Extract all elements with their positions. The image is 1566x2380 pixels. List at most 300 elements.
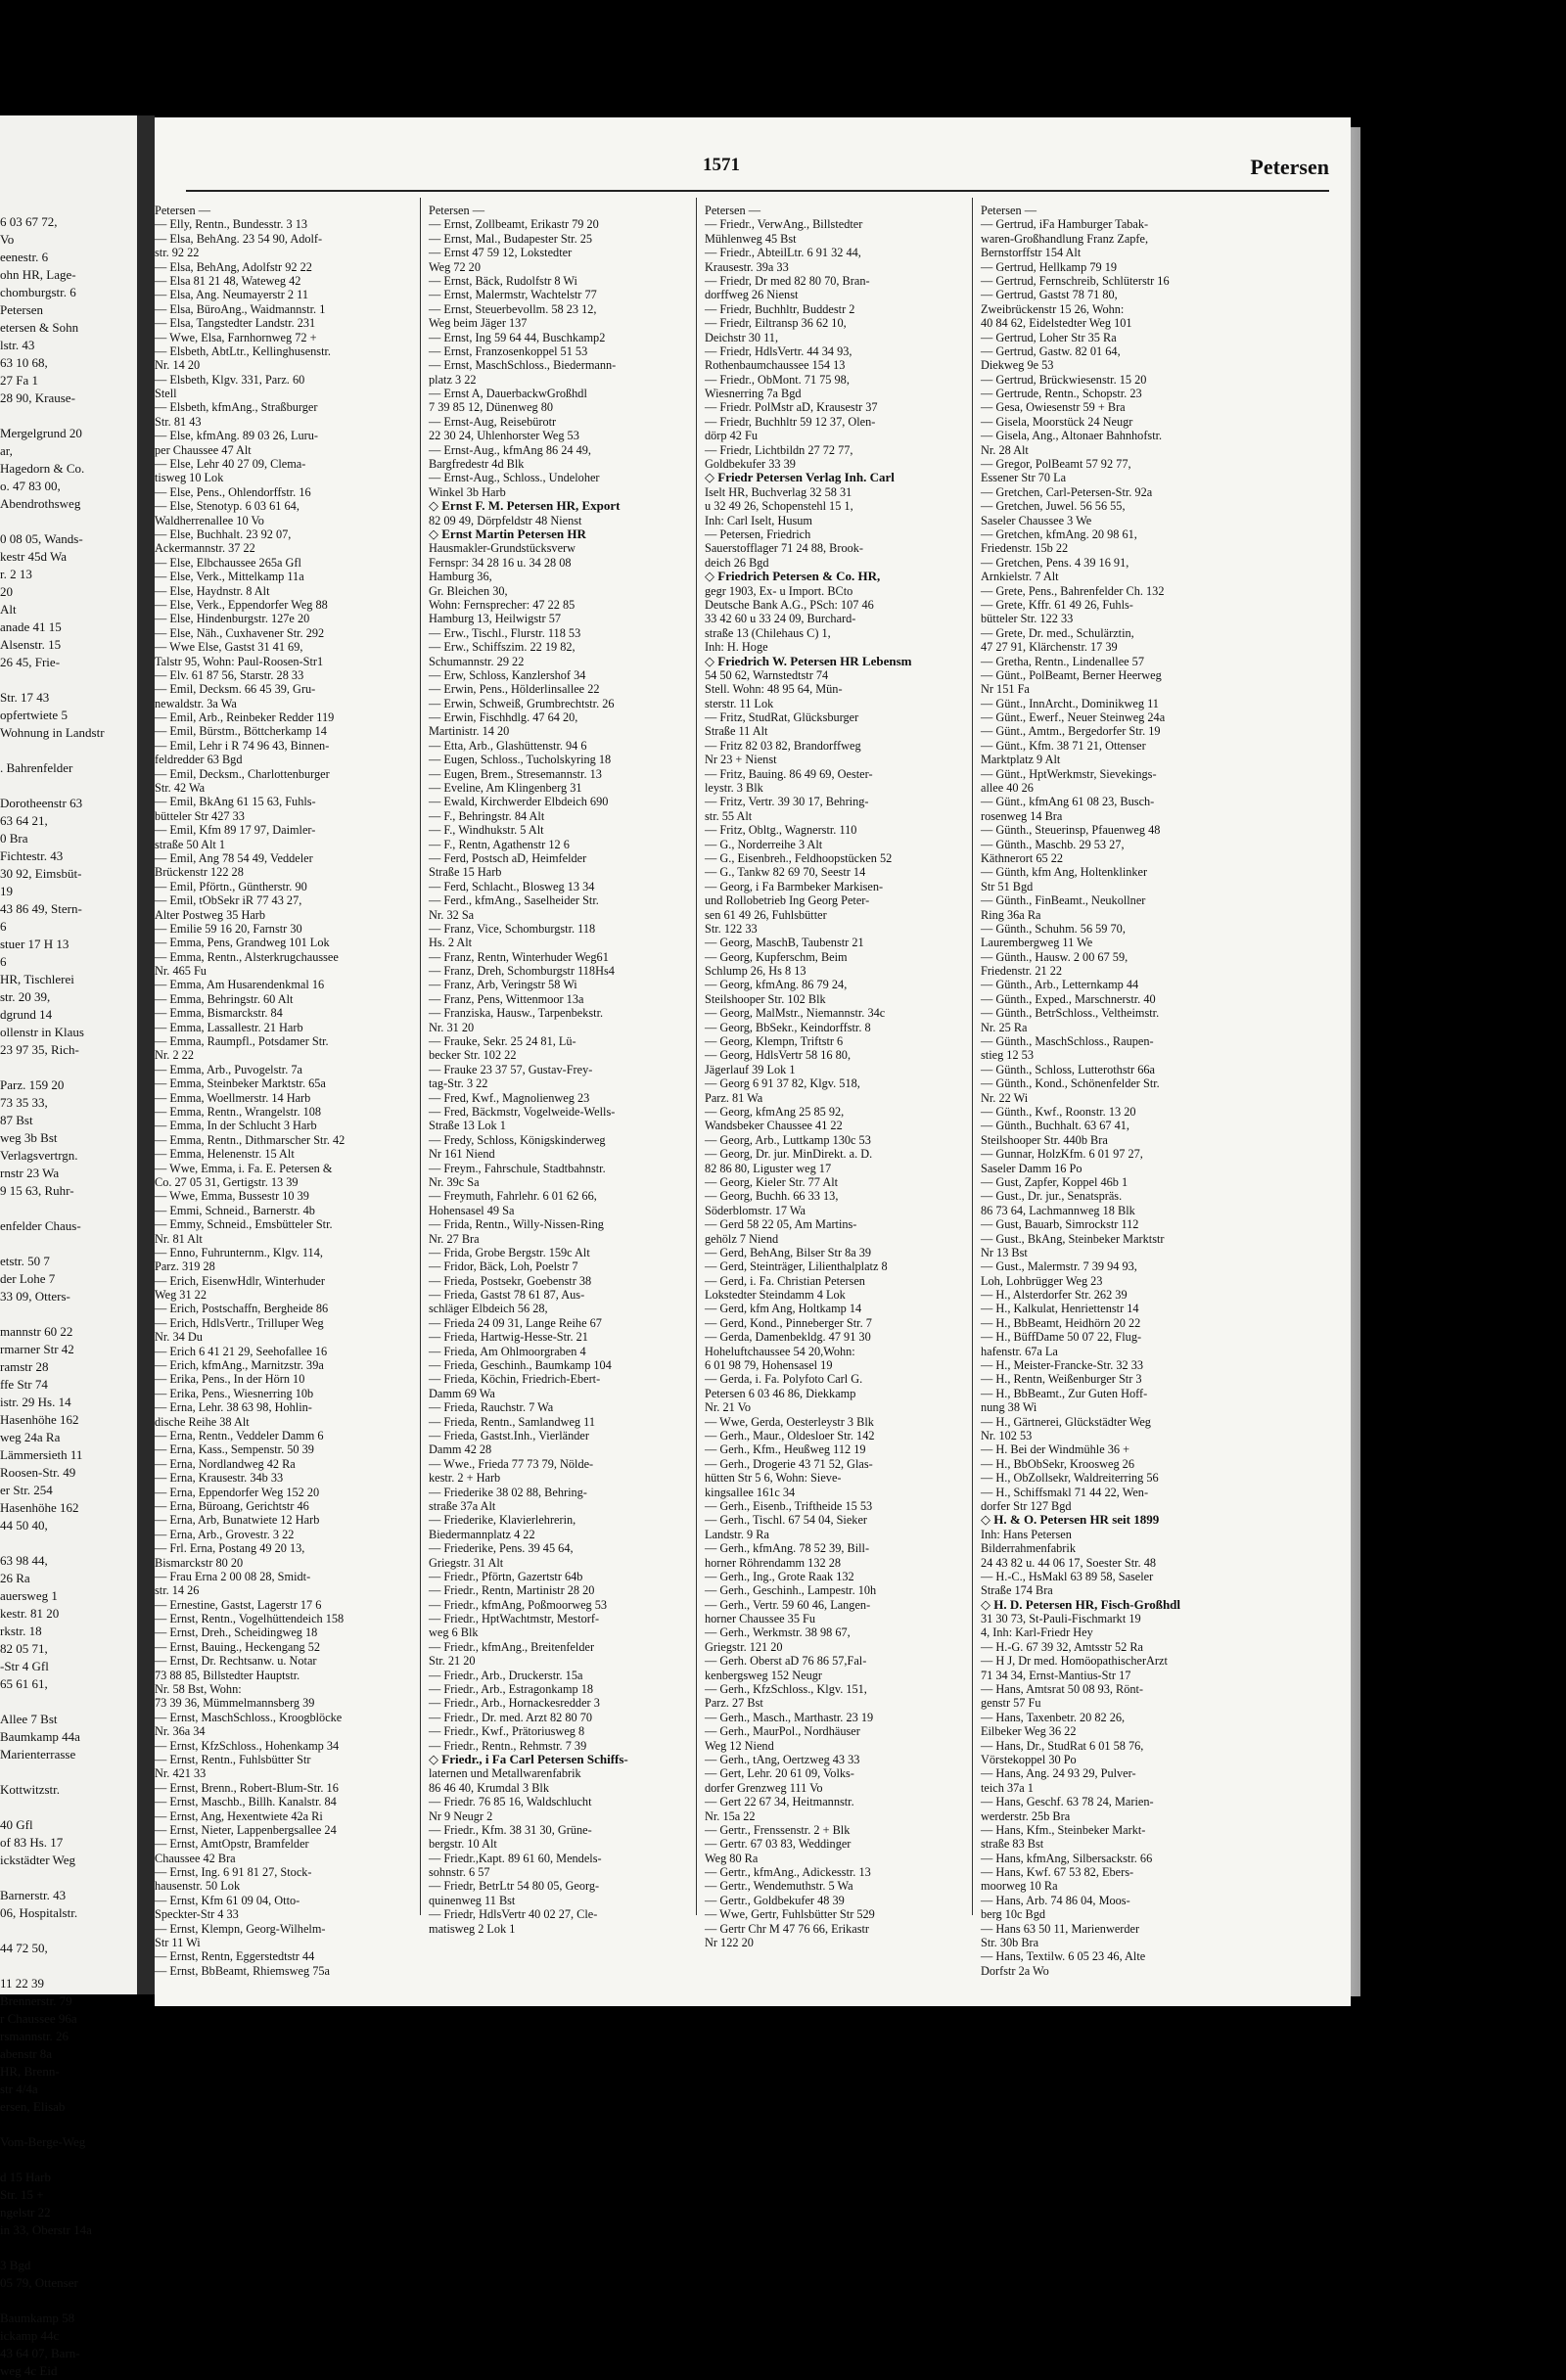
directory-entry-line: nung 38 Wi [981,1400,1037,1415]
directory-entry-line: dorffweg 26 Nienst [705,288,799,302]
directory-entry-line: Wandsbeker Chaussee 41 22 [705,1119,843,1133]
directory-entry-line: — Else, Näh., Cuxhavener Str. 292 [155,625,325,640]
directory-entry-line: — Günt., HptWerkmstr, Sievekings- [981,766,1157,781]
fragment-line: 40 Gfl [0,1817,33,1832]
directory-entry-line: Nr. 421 33 [155,1766,207,1781]
directory-entry-line: — Erich, HdlsVertr., Trilluper Weg [155,1315,324,1330]
directory-entry-line: — Friederike, Klavierlehrerin, [429,1513,576,1528]
directory-entry-line: Wiesnerring 7a Bgd [705,387,802,401]
directory-entry-line: — Friedr, HdlsVertr. 44 34 93, [705,343,852,358]
fragment-line: 44 50 40, [0,1518,48,1533]
directory-entry-line: matisweg 2 Lok 1 [429,1921,516,1936]
directory-entry-line: — Grete, Pens., Bahrenfelder Ch. 132 [981,583,1165,598]
directory-entry-line: str. 92 22 [155,246,200,260]
directory-entry-line: Talstr 95, Wohn: Paul-Roosen-Str1 [155,654,324,668]
directory-entry-line: — Else, Buchhalt. 23 92 07, [155,526,292,541]
directory-entry-line: horner Röhrendamm 132 28 [705,1555,841,1570]
directory-entry-line: — Hans, Geschf. 63 78 24, Marien- [981,1795,1154,1809]
directory-entry-line: — Emilie 59 16 20, Farnstr 30 [155,921,302,936]
fragment-line: ohn HR, Lage- [0,267,76,282]
directory-entry-line: — Gisela, Moorstück 24 Neugr [981,414,1133,429]
directory-entry-line: — Friedr., Dr. med. Arzt 82 80 70 [429,1710,593,1724]
directory-entry-line: — H., Schiffsmakl 71 44 22, Wen- [981,1485,1149,1499]
directory-entry-line: — Erw., Tischl., Flurstr. 118 53 [429,625,581,640]
directory-entry-line: — Günth., FinBeamt., Neukollner [981,893,1146,908]
directory-entry-line: — Ernst, BbBeamt, Rhiemsweg 75a [155,1963,330,1978]
fragment-line: weg 3b Bst [0,1130,58,1145]
directory-entry-line: — Günt., Amtm., Bergedorfer Str. 19 [981,724,1161,739]
fragment-line: Vo [0,232,15,247]
directory-entry-line: — Emma, Arb., Puvogelstr. 7a [155,1062,302,1076]
directory-entry-line: — Friedr., kfmAng, Poßmoorweg 53 [429,1597,608,1612]
directory-entry-line: Sauerstofflager 71 24 88, Brook- [705,541,863,556]
fragment-line: -Str 4 Gfl [0,1659,49,1673]
directory-entry-line: Rothenbaumchaussee 154 13 [705,358,846,373]
directory-entry-line: — Else, Elbchaussee 265a Gfl [155,555,301,570]
fragment-line: Allee 7 Bst [0,1712,58,1726]
directory-entry-line: Jägerlauf 39 Lok 1 [705,1062,796,1076]
directory-entry-line: — Günth., Buchhalt. 63 67 41, [981,1119,1129,1133]
directory-entry-line: Saseler Damm 16 Po [981,1161,1082,1175]
directory-entry-line: Stell [155,387,177,401]
directory-entry-line: Biedermannplatz 4 22 [429,1527,535,1541]
fragment-line [0,1059,137,1076]
directory-entry-line: — Frieda, Köchin, Friedrich-Ebert- [429,1372,601,1387]
directory-entry-line: Str. 122 33 [705,921,758,936]
directory-entry-line: — Frieda, Gastst 78 61 87, Aus- [429,1288,585,1303]
directory-entry-line: Käthnerort 65 22 [981,850,1064,865]
directory-entry-line: Goldbekufer 33 39 [705,457,796,472]
directory-entry-line: — Erna, Kass., Sempenstr. 50 39 [155,1442,314,1457]
directory-entry-line: dorfer Str 127 Bgd [981,1498,1072,1513]
directory-entry-line: 82 09 49, Dörpfeldstr 48 Nienst [429,513,582,527]
directory-entry-line: — H., BbObSekr, Kroosweg 26 [981,1456,1134,1471]
fragment-line [0,2151,137,2169]
directory-entry-line: — Ernst, Bäck, Rudolfstr 8 Wi [429,273,577,288]
directory-entry-line: Griegstr. 31 Alt [429,1555,504,1570]
fragment-line: ngelstr 22 [0,2205,51,2220]
directory-entry-line: Friedenstr. 15b 22 [981,541,1069,556]
directory-entry-line: Nr. 465 Fu [155,964,207,979]
fragment-line: ollenstr in Klaus [0,1025,84,1039]
directory-entry-line: 71 34 34, Ernst-Mantius-Str 17 [981,1668,1131,1682]
directory-entry-line: — H. Bei der Windmühle 36 + [981,1442,1130,1457]
directory-entry-line: — Emma, Helenenstr. 15 Alt [155,1147,295,1162]
directory-entry-line: — Erna, Nordlandweg 42 Ra [155,1456,296,1471]
directory-entry-line: — Freymuth, Fahrlehr. 6 01 62 66, [429,1189,597,1204]
directory-entry-line: — Hans, Kfm., Steinbeker Markt- [981,1822,1146,1837]
fragment-line: Abendrothsweg [0,496,81,511]
directory-entry-line: — Friedr.,Kapt. 89 61 60, Mendels- [429,1851,602,1865]
fragment-line: 05 79, Ottenser [0,2275,78,2290]
directory-entry-line: — G., Eisenbreh., Feldhoopstücken 52 [705,850,893,865]
directory-entry-line: Nr. 14 20 [155,358,201,373]
directory-entry-line: Friedenstr. 21 22 [981,964,1062,979]
directory-entry-line: kenbergsweg 152 Neugr [705,1668,822,1682]
directory-entry-line: Hs. 2 Alt [429,936,473,950]
fragment-line: str 4/4a [0,2082,38,2096]
directory-entry-line: — Ernst, Nieter, Lappenbergsallee 24 [155,1822,337,1837]
directory-entry-line: — Emma, Am Husarendenkmal 16 [155,978,325,992]
directory-entry-line: — Emma, Behringstr. 60 Alt [155,991,294,1006]
fragment-line [0,513,137,530]
directory-entry-line: — Friedr., Rentn., Rehmstr. 7 39 [429,1738,587,1753]
directory-entry-line: — Erna, Büroang, Gerichtstr 46 [155,1498,309,1513]
fragment-line: ar, [0,443,13,458]
directory-entry-line: 73 39 36, Mümmelmannsberg 39 [155,1696,315,1711]
directory-entry-line: feldredder 63 Bgd [155,753,243,767]
directory-entry-line: horner Chaussee 35 Fu [705,1612,816,1626]
directory-entry-line: 86 73 64, Lachmannweg 18 Blk [981,1203,1135,1217]
directory-entry-line: Weg 31 22 [155,1288,207,1303]
directory-entry-line: Stell. Wohn: 48 95 64, Mün- [705,682,843,697]
directory-entry-line: — H., Gärtnerei, Glückstädter Weg [981,1414,1151,1429]
directory-entry-line: — Gretchen, Pens. 4 39 16 91, [981,555,1129,570]
directory-entry-line: — Friederike 38 02 88, Behring- [429,1485,587,1499]
directory-entry-line: — Georg, Dr. jur. MinDirekt. a. D. [705,1147,873,1162]
directory-entry-line: Iselt HR, Buchverlag 32 58 31 [705,484,852,499]
directory-entry-line: Hoheluftchaussee 54 20,Wohn: [705,1344,855,1358]
fragment-line: eenestr. 6 [0,250,49,264]
fragment-line: 27 Fa 1 [0,373,38,388]
directory-entry-line: — Ernst, Rentn., Fuhlsbütter Str [155,1752,311,1766]
directory-entry-line: — Gregor, PolBeamt 57 92 77, [981,457,1131,472]
directory-entry-line: — Frieda, Am Ohlmoorgraben 4 [429,1344,586,1358]
directory-entry-line: — Erich, kfmAng., Marnitzstr. 39a [155,1358,324,1373]
fragment-line: 28 90, Krause- [0,390,75,405]
directory-entry-line: — Gertrud, Gastst 78 71 80, [981,288,1118,302]
directory-entry-line: Deutsche Bank A.G., PSch: 107 46 [705,597,874,612]
fragment-line: Barnerstr. 43 [0,1888,67,1902]
directory-entry-line: Nr. 58 Bst, Wohn: [155,1682,242,1697]
directory-entry-line: — Ernst, Ing. 6 91 81 27, Stock- [155,1865,312,1880]
directory-entry-line: — Gerda, Damenbekldg. 47 91 30 [705,1330,871,1345]
directory-entry-line: — H., BbBeamt., Zur Guten Hoff- [981,1386,1148,1400]
directory-entry-line: — Hans, Kwf. 67 53 82, Ebers- [981,1865,1134,1880]
directory-entry-line: — Georg, MaschB, Taubenstr 21 [705,936,864,950]
directory-entry-line: — Emil, Decksm., Charlottenburger [155,766,330,781]
directory-entry-line: — Gertrud, Fernschreib, Schlüterstr 16 [981,273,1170,288]
directory-entry-line: Vörstekoppel 30 Po [981,1752,1077,1766]
directory-entry-line: — Friedr, Dr med 82 80 70, Bran- [705,273,870,288]
directory-entry-line: — Elsa 81 21 48, Wateweg 42 [155,273,301,288]
directory-entry-line: — Ernestine, Gastst, Lagerstr 17 6 [155,1597,322,1612]
directory-entry-line: — Emil, Arb., Reinbeker Redder 119 [155,710,335,725]
fragment-line: er Str. 254 [0,1483,53,1497]
fragment-line: 65 61 61, [0,1676,48,1691]
fragment-line [0,742,137,759]
directory-entry-line: Straße 174 Bra [981,1583,1053,1598]
directory-entry-line: — Friedr., HptWachtmstr, Mestorf- [429,1612,600,1626]
directory-column-2 [429,204,688,1936]
directory-entry-line: — Emmy, Schneid., Emsbütteler Str. [155,1217,333,1232]
directory-entry-line: Schlump 26, Hs 8 13 [705,964,806,979]
directory-entry-line: — Georg, kfmAng 25 85 92, [705,1105,845,1119]
fragment-line: 20 [0,584,13,599]
directory-entry-line: 33 42 60 u 33 24 09, Burchard- [705,612,856,626]
directory-entry-line: — Friedr., Rentn, Martinistr 28 20 [429,1583,595,1598]
fragment-line [0,1200,137,1217]
directory-entry-line: ◇ Friedrich Petersen & Co. HR, [705,569,881,584]
directory-entry-line: 73 88 85, Billstedter Hauptstr. [155,1668,300,1682]
directory-entry-line: — Georg, Klempn, Triftstr 6 [705,1034,844,1049]
directory-entry-line: — Emmi, Schneid., Barnerstr. 4b [155,1203,315,1217]
fragment-line: 63 98 44, [0,1553,48,1568]
directory-entry-line: — Günth., Arb., Letternkamp 44 [981,978,1139,992]
directory-entry-line: Gr. Bleichen 30, [429,583,508,598]
directory-entry-line: per Chaussee 47 Alt [155,442,252,457]
directory-entry-line: — Gust, Bauarb, Simrockstr 112 [981,1217,1139,1232]
directory-entry-line: Bilderrahmenfabrik [981,1541,1076,1556]
fragment-line: Baumkamp 44a [0,1729,80,1744]
directory-entry-line: — Ernst, Dr. Rechtsanw. u. Notar [155,1654,317,1669]
fragment-line: Wohnung in Landstr [0,725,105,740]
directory-entry-line: — Gerh., MaurPol., Nordhäuser [705,1724,860,1739]
directory-entry-line: hausenstr. 50 Lok [155,1879,241,1894]
fragment-line: mannstr 60 22 [0,1324,73,1339]
directory-entry-line: — Gertrud, Loher Str 35 Ra [981,330,1117,344]
directory-entry-line: Essener Str 70 La [981,471,1067,485]
fragment-line: Kottwitzstr. [0,1782,61,1797]
directory-entry-line: — Ernst, Malermstr, Wachtelstr 77 [429,288,597,302]
directory-entry-line: — Elsbeth, Klgv. 331, Parz. 60 [155,372,305,387]
directory-entry-line: 86 46 40, Krumdal 3 Blk [429,1780,549,1795]
directory-entry-line: — Gretha, Rentn., Lindenallee 57 [981,654,1144,668]
fragment-line: ickamp 44c [0,2328,60,2343]
fragment-line [0,1534,137,1552]
directory-entry-line: — Gerh., Geschinh., Lampestr. 10h [705,1583,877,1598]
fragment-line: Lämmersieth 11 [0,1447,83,1462]
directory-entry-line: platz 3 22 [429,372,477,387]
directory-entry-line: — Emma, Rentn., Wrangelstr. 108 [155,1105,322,1119]
directory-entry-line: — Emil, Kfm 89 17 97, Daimler- [155,823,316,838]
directory-entry-line: — Frida, Grobe Bergstr. 159c Alt [429,1245,590,1259]
directory-entry-line: Wohn: Fernsprecher: 47 22 85 [429,597,576,612]
directory-entry-line: — F., Rentn, Agathenstr 12 6 [429,837,570,851]
directory-entry-line: — Ernst-Aug., kfmAng 86 24 49, [429,442,591,457]
directory-entry-line: — Erich, EisenwHdlr, Winterhuder [155,1273,325,1288]
directory-entry-line: tisweg 10 Lok [155,471,224,485]
directory-entry-line: — Gertr., kfmAng., Adickesstr. 13 [705,1865,871,1880]
directory-entry-line: — Frida, Rentn., Willy-Nissen-Ring [429,1217,604,1232]
page-number: 1571 [703,155,740,175]
directory-entry-line: — Frieda, Rauchstr. 7 Wa [429,1400,554,1415]
fragment-line: Petersen [0,302,44,317]
facing-page-text [0,213,137,2380]
directory-entry-line: kestr. 2 + Harb [429,1471,501,1486]
directory-entry-line: — Frau Erna 2 00 08 28, Smidt- [155,1569,311,1583]
directory-entry-line: — Friedr., Arb., Hornackesredder 3 [429,1696,600,1711]
directory-entry-line: — Emma, Bismarckstr. 84 [155,1006,283,1021]
directory-entry-line: — Hans, kfmAng, Silbersackstr. 66 [981,1851,1153,1865]
directory-entry-line: Nr. 31 20 [429,1020,475,1034]
directory-entry-line: — Grete, Kffr. 61 49 26, Fuhls- [981,597,1133,612]
fragment-line: Alsenstr. 15 [0,637,62,652]
directory-entry-line: — Eugen, Brem., Stresemannstr. 13 [429,766,602,781]
directory-entry-line: becker Str. 102 22 [429,1048,517,1063]
directory-entry-line: — Georg, Kieler Str. 77 Alt [705,1174,839,1189]
directory-entry-line: — Günth., Maschb. 29 53 27, [981,837,1125,851]
directory-entry-line: — Fridor, Bäck, Loh, Poelstr 7 [429,1259,578,1274]
directory-entry-line: — Elsa, BehAng. 23 54 90, Adolf- [155,231,323,246]
directory-entry-line: Schumannstr. 29 22 [429,654,525,668]
directory-entry-line: Parz. 319 28 [155,1259,215,1274]
directory-entry-line: — Gerd, Steinträger, Lilienthalplatz 8 [705,1259,888,1274]
directory-entry-line: — Gesa, Owiesenstr 59 + Bra [981,400,1126,415]
directory-entry-line: — Ernst, Steuerbevollm. 58 23 12, [429,301,597,316]
directory-entry-line: — Gunnar, HolzKfm. 6 01 97 27, [981,1147,1143,1162]
directory-entry-line: — Erna, Rentn., Veddeler Damm 6 [155,1428,324,1442]
fragment-line: 23 97 35, Rich- [0,1042,79,1057]
directory-entry-line: Bargfredestr 4d Blk [429,457,525,472]
directory-entry-line: — Franz, Dreh, Schomburgstr 118Hs4 [429,964,615,979]
directory-entry-line: Nr. 2 22 [155,1048,194,1063]
fragment-line: opfertwiete 5 [0,708,68,722]
directory-entry-line: — G., Norderreihe 3 Alt [705,837,823,851]
fragment-line: r. 2 13 [0,567,32,581]
fragment-line: Hagedorn & Co. [0,461,85,476]
fragment-line: rsmannstr. 26 [0,2029,69,2043]
directory-entry-line: und Rollobetrieb Ing Georg Peter- [705,893,870,908]
directory-entry-line: — Gerd, Kond., Pinneberger Str. 7 [705,1315,872,1330]
directory-column-4 [981,204,1240,1978]
fragment-line: etstr. 50 7 [0,1254,50,1268]
directory-entry-line: — Frieda, Gastst.Inh., Vierländer [429,1428,589,1442]
fragment-line: ffe Str 74 [0,1377,48,1392]
directory-entry-line: — Elsa, Ang. Neumayerstr 2 11 [155,288,308,302]
fragment-line: 30 92, Eimsbüt- [0,866,82,881]
fragment-line: Roosen-Str. 49 [0,1465,76,1480]
directory-entry-line: Str 11 Wi [155,1936,201,1950]
directory-entry-line: — Wwe., Frieda 77 73 79, Nölde- [429,1456,594,1471]
directory-entry-line: sterstr. 11 Lok [705,696,774,710]
directory-entry-line: — Gertrud, iFa Hamburger Tabak- [981,217,1149,232]
page-header [155,155,1351,184]
directory-entry-line: — Enno, Fuhrunternm., Klgv. 114, [155,1245,323,1259]
directory-entry-line: — Franz, Pens, Wittenmoor 13a [429,991,584,1006]
directory-entry-line: schläger Elbdeich 56 28, [429,1302,548,1316]
directory-entry-line: Petersen — [155,204,211,217]
directory-entry-line: — Gust, Zapfer, Koppel 46b 1 [981,1174,1128,1189]
directory-entry-line: — F., Windhukstr. 5 Alt [429,823,544,838]
fragment-line: dgrund 14 [0,1007,53,1022]
directory-entry-line: newaldstr. 3a Wa [155,696,237,710]
directory-entry-line: — Gerh., KfzSchloss., Klgv. 151, [705,1682,867,1697]
directory-entry-line: 82 86 80, Liguster weg 17 [705,1161,832,1175]
directory-entry-line: Weg 12 Niend [705,1738,774,1753]
directory-entry-line: — Erw, Schloss, Kanzlershof 34 [429,667,586,682]
fragment-line: 0 08 05, Wands- [0,531,83,546]
fragment-line: 87 Bst [0,1113,33,1127]
directory-entry-line: — Fritz, Vertr. 39 30 17, Behring- [705,795,869,809]
directory-entry-line: Inh: H. Hoge [705,640,768,655]
fragment-line: 63 10 68, [0,355,48,370]
directory-entry-line: Nr. 36a 34 [155,1724,206,1739]
directory-entry-line: — H., Meister-Francke-Str. 32 33 [981,1358,1144,1373]
directory-entry-line: Nr. 27 Bra [429,1231,480,1246]
fragment-line: enfelder Chaus- [0,1218,81,1233]
directory-entry-line: — Fritz, Obltg., Wagnerstr. 110 [705,823,857,838]
directory-entry-line: straße 37a Alt [429,1498,496,1513]
fragment-line: d 15 Harb [0,2170,51,2184]
directory-entry-line: — Georg, i Fa Barmbeker Markisen- [705,879,884,893]
directory-entry-line: — Friedr., AbteilLtr. 6 91 32 44, [705,246,861,260]
directory-entry-line: — Georg, kfmAng. 86 79 24, [705,978,848,992]
directory-entry-line: — Ernst, Rentn., Vogelhüttendeich 158 [155,1612,345,1626]
directory-entry-line: — Else, Hindenburgstr. 127e 20 [155,612,310,626]
directory-entry-line: Griegstr. 121 20 [705,1639,783,1654]
directory-entry-line: kingsallee 161c 34 [705,1485,796,1499]
directory-entry-line: Parz. 81 Wa [705,1090,763,1105]
directory-entry-line: Krausestr. 39a 33 [705,259,789,274]
directory-entry-line: gehölz 7 Niend [705,1231,779,1246]
directory-entry-line: — Gertr., Wendemuthstr. 5 Wa [705,1879,853,1894]
fragment-line: kestr. 81 20 [0,1606,60,1621]
directory-entry-line: — Fritz, Bauing. 86 49 69, Oester- [705,766,873,781]
directory-entry-line: Marktplatz 9 Alt [981,753,1061,767]
directory-entry-line: — Gert 22 67 34, Heitmannstr. [705,1795,854,1809]
directory-entry-line: allee 40 26 [981,781,1034,796]
directory-entry-line: — Gisela, Ang., Altonaer Bahnhofstr. [981,429,1163,443]
directory-entry-line: — Ernst, AmtOpstr, Bramfelder [155,1837,309,1852]
directory-entry-line: — H., Kalkulat, Henriettenstr 14 [981,1302,1139,1316]
directory-entry-line: Damm 69 Wa [429,1386,495,1400]
directory-entry-line: dorfer Grenzweg 111 Vo [705,1780,823,1795]
directory-entry-line: — Georg 6 91 37 82, Klgv. 518, [705,1076,860,1091]
directory-entry-line: Weg beim Jäger 137 [429,316,528,331]
directory-entry-line: Inh: Carl Iselt, Husum [705,513,812,527]
directory-entry-line: — Franziska, Hausw., Tarpenbekstr. [429,1006,604,1021]
directory-entry-line: Inh: Hans Petersen [981,1527,1072,1541]
fragment-line: 6 [0,954,7,969]
directory-entry-line: ◇ Ernst Martin Petersen HR [429,526,586,541]
directory-entry-line: quinenweg 11 Bst [429,1893,516,1907]
directory-entry-line: — Friedr. 76 85 16, Waldschlucht [429,1795,592,1809]
directory-entry-line: — Frieda 24 09 31, Lange Reihe 67 [429,1315,602,1330]
directory-entry-line: — Wwe, Gertr, Fuhlsbütter Str 529 [705,1907,875,1922]
directory-entry-line: Nr. 25 Ra [981,1020,1028,1034]
directory-entry-line: Nr. 28 Alt [981,442,1029,457]
directory-entry-line: — Fred, Kwf., Magnolienweg 23 [429,1090,590,1105]
directory-entry-line: Nr 161 Niend [429,1147,495,1162]
directory-entry-line: — Elly, Rentn., Bundesstr. 3 13 [155,217,307,232]
directory-entry-line: — H.-C., HsMakl 63 89 58, Saseler [981,1569,1154,1583]
directory-entry-line: sen 61 49 26, Fuhlsbütter [705,907,827,922]
directory-entry-line: — G., Tankw 82 69 70, Seestr 14 [705,865,866,880]
directory-entry-line: deich 26 Bgd [705,555,769,570]
directory-entry-line: ◇ H. D. Petersen HR, Fisch-Großhdl [981,1596,1181,1612]
fragment-line: anade 41 15 [0,619,62,634]
fragment-line: HR, Brenn- [0,2064,60,2079]
directory-entry-line: — Ferd., kfmAng., Saselheider Str. [429,893,599,908]
fragment-line: abenstr 8a [0,2046,53,2061]
directory-entry-line: Petersen — [429,204,485,217]
directory-entry-line: weg 6 Blk [429,1625,479,1640]
directory-entry-line: — Erika, Pens., In der Hörn 10 [155,1372,305,1387]
directory-entry-line: berg 10c Bgd [981,1907,1046,1922]
directory-entry-line: — Eugen, Schloss., Tucholskyring 18 [429,753,612,767]
directory-entry-line: — H., ObZollsekr, Waldreiterring 56 [981,1471,1159,1486]
directory-entry-line: — Gretchen, kfmAng. 20 98 61, [981,526,1137,541]
directory-entry-line: Mühlenweg 45 Bst [705,231,797,246]
directory-entry-line: — Günth., Exped., Marschnerstr. 40 [981,991,1156,1006]
fragment-line: kestr 45d Wa [0,549,68,564]
directory-entry-line: — Hans, Amtsrat 50 08 93, Rönt- [981,1682,1144,1697]
fragment-line: 73 35 33, [0,1095,48,1110]
directory-entry-line: Nr 122 20 [705,1936,754,1950]
fragment-line: 19 [0,884,13,898]
directory-entry-line: — Emil, BkAng 61 15 63, Fuhls- [155,795,316,809]
